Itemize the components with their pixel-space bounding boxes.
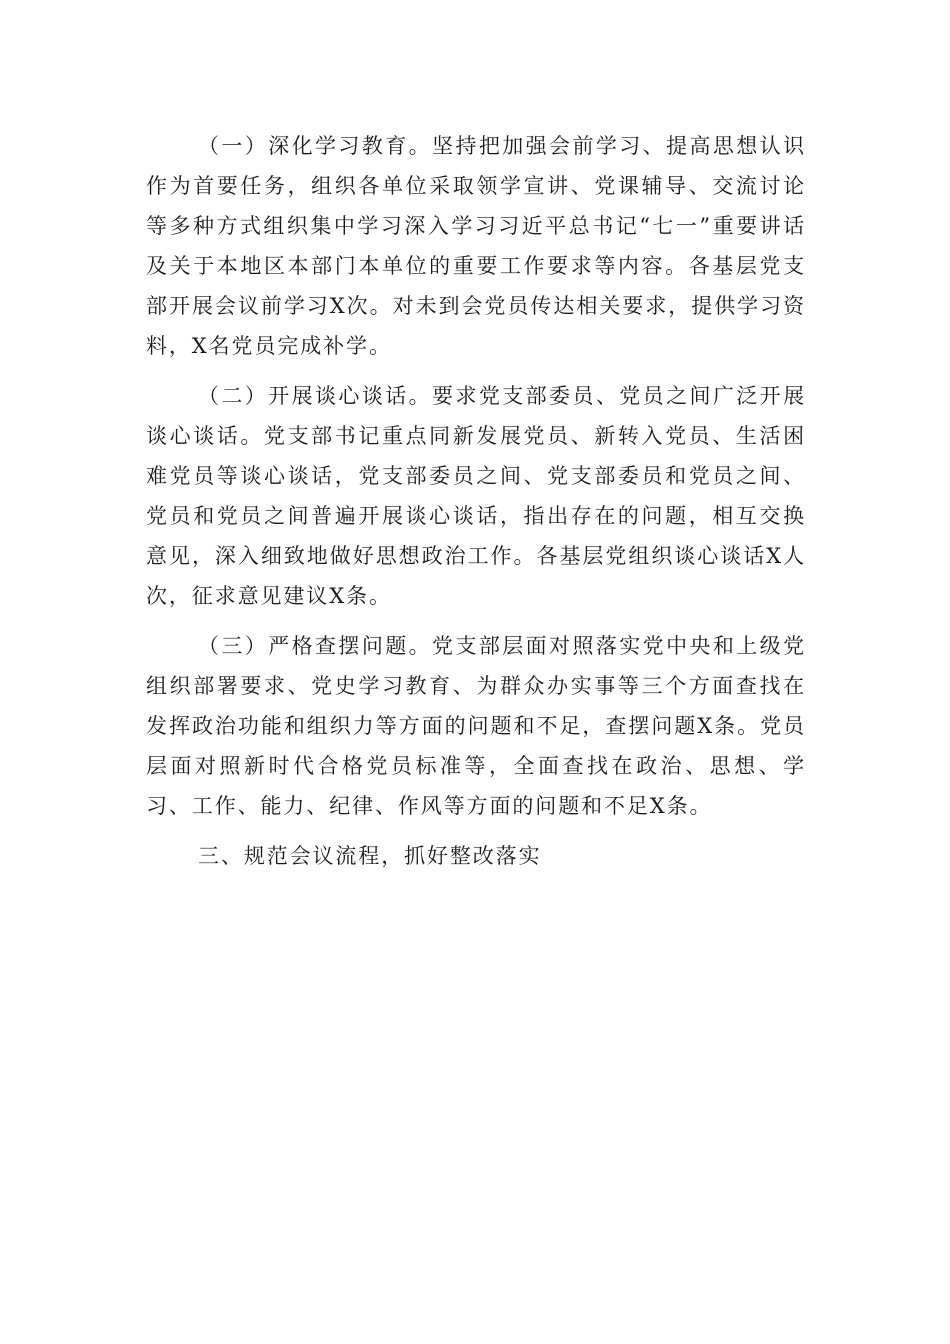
paragraph-check-problems: （三）严格查摆问题。党支部层面对照落实党中央和上级党组织部署要求、党史学习教育、为群众办实事等三个方面查找在发挥政治功能和组织力等方面的问题和不足，查摆问题X条。党员层面对照新时代合格党员标准等，全面查找在政治、思想、学习、工作、能力、纪律、作风等方面的问题和不足X条。 bbox=[146, 634, 806, 818]
section-heading: 三、规范会议流程，抓好整改落实 bbox=[198, 844, 542, 868]
paragraph-deepen-study: （一）深化学习教育。坚持把加强会前学习、提高思想认识作为首要任务，组织各单位采取领学宣讲、党课辅导、交流讨论等多种方式组织集中学习深入学习习近平总书记“七一”重要讲话及关于本地区本部门本单位的重要工作要求等内容。各基层党支部开展会议前学习X次。对未到会党员传达相关要求，提供学习资料，X名党员完成补学。 bbox=[146, 134, 806, 358]
document-body bbox=[146, 126, 806, 876]
paragraph-heart-to-heart-talks: （二）开展谈心谈话。要求党支部委员、党员之间广泛开展谈心谈话。党支部书记重点同新发展党员、新转入党员、生活困难党员等谈心谈话，党支部委员之间、党支部委员和党员之间、党员和党员之间普遍开展谈心谈话，指出存在的问题，相互交换意见，深入细致地做好思想政治工作。各基层党组织谈心谈话X人次，征求意见建议X条。 bbox=[146, 384, 806, 608]
